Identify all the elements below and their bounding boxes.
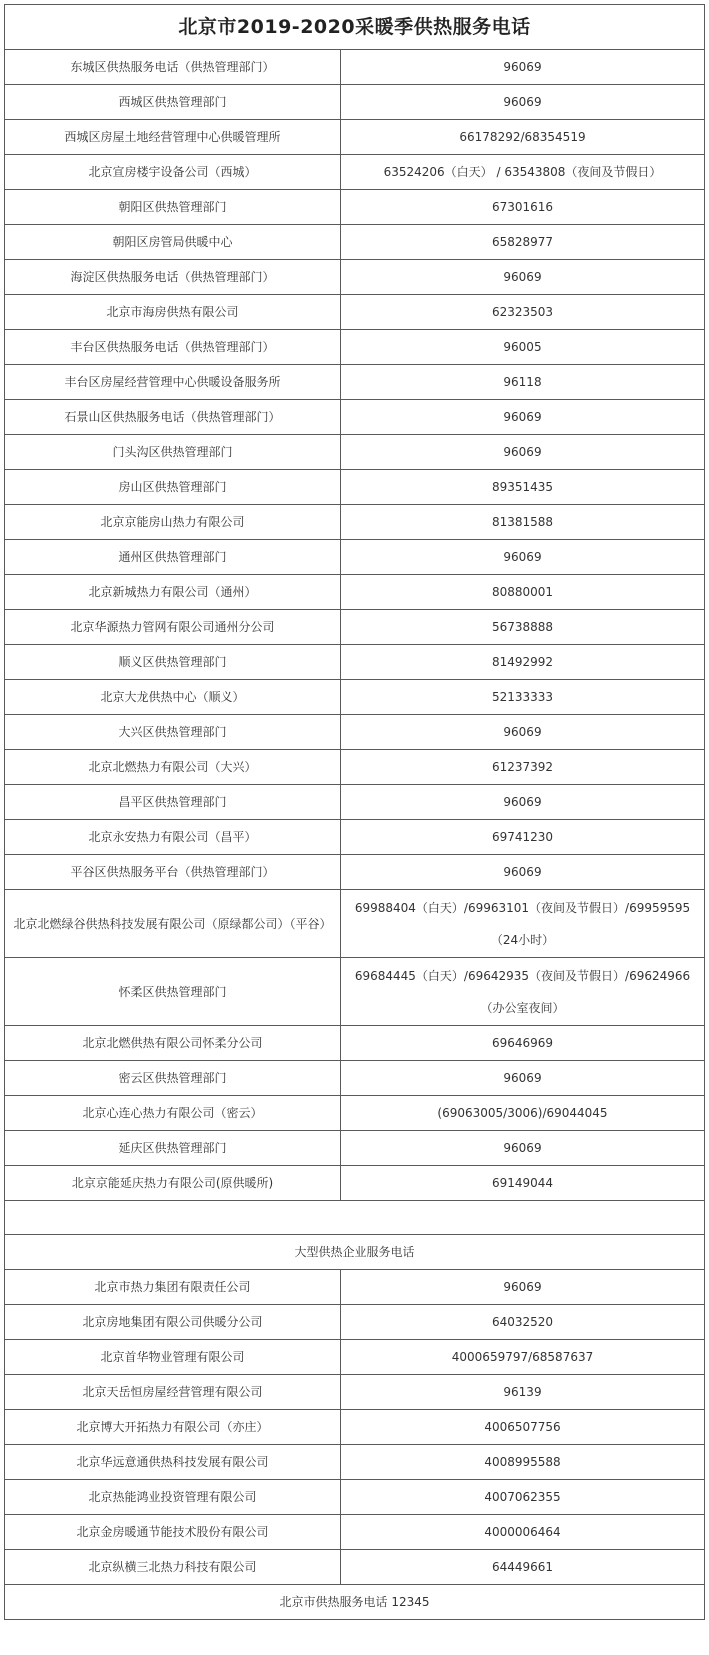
enterprise-row bbox=[5, 1305, 705, 1340]
district-row bbox=[5, 540, 705, 575]
phone-number: 69741230 bbox=[341, 820, 705, 855]
district-row bbox=[5, 295, 705, 330]
table-body bbox=[5, 5, 705, 1620]
enterprise-row bbox=[5, 1515, 705, 1550]
phone-number: 52133333 bbox=[341, 680, 705, 715]
district-row bbox=[5, 715, 705, 750]
footer-row bbox=[5, 1585, 705, 1620]
organization-name: 北京心连心热力有限公司（密云） bbox=[5, 1096, 341, 1131]
phone-number: 4008995588 bbox=[341, 1445, 705, 1480]
organization-name: 丰台区房屋经营管理中心供暖设备服务所 bbox=[5, 365, 341, 400]
district-row bbox=[5, 225, 705, 260]
organization-name: 朝阳区供热管理部门 bbox=[5, 190, 341, 225]
district-row bbox=[5, 1096, 705, 1131]
organization-name: 北京京能房山热力有限公司 bbox=[5, 505, 341, 540]
phone-number: 69646969 bbox=[341, 1026, 705, 1061]
phone-number: 96069 bbox=[341, 400, 705, 435]
phone-number: 4007062355 bbox=[341, 1480, 705, 1515]
phone-number: 96069 bbox=[341, 540, 705, 575]
phone-number: 69149044 bbox=[341, 1166, 705, 1201]
phone-number: 96069 bbox=[341, 855, 705, 890]
organization-name: 北京京能延庆热力有限公司(原供暖所) bbox=[5, 1166, 341, 1201]
organization-name: 北京市海房供热有限公司 bbox=[5, 295, 341, 330]
organization-name: 北京永安热力有限公司（昌平） bbox=[5, 820, 341, 855]
district-row bbox=[5, 680, 705, 715]
organization-name: 北京新城热力有限公司（通州） bbox=[5, 575, 341, 610]
phone-number: 89351435 bbox=[341, 470, 705, 505]
page-title: 北京市2019-2020采暖季供热服务电话 bbox=[5, 5, 705, 50]
organization-name: 北京华源热力管网有限公司通州分公司 bbox=[5, 610, 341, 645]
enterprise-row bbox=[5, 1480, 705, 1515]
district-row bbox=[5, 610, 705, 645]
district-row bbox=[5, 1026, 705, 1061]
district-row bbox=[5, 820, 705, 855]
phone-number: 69988404（白天）/69963101（夜间及节假日）/69959595（24小时） bbox=[341, 890, 705, 958]
phone-number: 65828977 bbox=[341, 225, 705, 260]
district-row bbox=[5, 365, 705, 400]
organization-name: 北京北燃热力有限公司（大兴） bbox=[5, 750, 341, 785]
phone-number: (69063005/3006)/69044045 bbox=[341, 1096, 705, 1131]
organization-name: 北京首华物业管理有限公司 bbox=[5, 1340, 341, 1375]
district-row bbox=[5, 505, 705, 540]
district-row bbox=[5, 260, 705, 295]
organization-name: 房山区供热管理部门 bbox=[5, 470, 341, 505]
organization-name: 大兴区供热管理部门 bbox=[5, 715, 341, 750]
phone-number: 81492992 bbox=[341, 645, 705, 680]
district-row bbox=[5, 645, 705, 680]
phone-number: 66178292/68354519 bbox=[341, 120, 705, 155]
district-row bbox=[5, 50, 705, 85]
organization-name: 北京北燃供热有限公司怀柔分公司 bbox=[5, 1026, 341, 1061]
district-row bbox=[5, 890, 705, 958]
district-row bbox=[5, 958, 705, 1026]
phone-number: 96069 bbox=[341, 785, 705, 820]
phone-number: 61237392 bbox=[341, 750, 705, 785]
title-row bbox=[5, 5, 705, 50]
phone-number: 96069 bbox=[341, 50, 705, 85]
organization-name: 北京天岳恒房屋经营管理有限公司 bbox=[5, 1375, 341, 1410]
organization-name: 丰台区供热服务电话（供热管理部门） bbox=[5, 330, 341, 365]
district-row bbox=[5, 155, 705, 190]
phone-number: 64449661 bbox=[341, 1550, 705, 1585]
enterprise-row bbox=[5, 1270, 705, 1305]
phone-number: 96118 bbox=[341, 365, 705, 400]
phone-number: 4000659797/68587637 bbox=[341, 1340, 705, 1375]
phone-number: 63524206（白天） / 63543808（夜间及节假日） bbox=[341, 155, 705, 190]
section-heading-row bbox=[5, 1235, 705, 1270]
organization-name: 北京纵横三北热力科技有限公司 bbox=[5, 1550, 341, 1585]
organization-name: 门头沟区供热管理部门 bbox=[5, 435, 341, 470]
district-row bbox=[5, 575, 705, 610]
organization-name: 北京大龙供热中心（顺义） bbox=[5, 680, 341, 715]
phone-number: 96069 bbox=[341, 435, 705, 470]
phone-number: 62323503 bbox=[341, 295, 705, 330]
organization-name: 北京市热力集团有限责任公司 bbox=[5, 1270, 341, 1305]
organization-name: 怀柔区供热管理部门 bbox=[5, 958, 341, 1026]
section-heading: 大型供热企业服务电话 bbox=[5, 1235, 705, 1270]
phone-number: 96069 bbox=[341, 1131, 705, 1166]
city-hotline: 北京市供热服务电话 12345 bbox=[5, 1585, 705, 1620]
spacer-row bbox=[5, 1201, 705, 1235]
spacer-cell bbox=[5, 1201, 705, 1235]
phone-number: 96069 bbox=[341, 260, 705, 295]
phone-number: 64032520 bbox=[341, 1305, 705, 1340]
organization-name: 北京宣房楼宇设备公司（西城） bbox=[5, 155, 341, 190]
organization-name: 石景山区供热服务电话（供热管理部门） bbox=[5, 400, 341, 435]
district-row bbox=[5, 120, 705, 155]
organization-name: 北京金房暖通节能技术股份有限公司 bbox=[5, 1515, 341, 1550]
phone-number: 96069 bbox=[341, 1061, 705, 1096]
organization-name: 顺义区供热管理部门 bbox=[5, 645, 341, 680]
organization-name: 北京博大开拓热力有限公司（亦庄） bbox=[5, 1410, 341, 1445]
phone-number: 81381588 bbox=[341, 505, 705, 540]
organization-name: 东城区供热服务电话（供热管理部门） bbox=[5, 50, 341, 85]
district-row bbox=[5, 190, 705, 225]
organization-name: 通州区供热管理部门 bbox=[5, 540, 341, 575]
phone-number: 4000006464 bbox=[341, 1515, 705, 1550]
district-row bbox=[5, 470, 705, 505]
organization-name: 北京华远意通供热科技发展有限公司 bbox=[5, 1445, 341, 1480]
district-row bbox=[5, 1061, 705, 1096]
district-row bbox=[5, 435, 705, 470]
phone-number: 69684445（白天）/69642935（夜间及节假日）/69624966（办公室夜间） bbox=[341, 958, 705, 1026]
district-row bbox=[5, 85, 705, 120]
phone-number: 96139 bbox=[341, 1375, 705, 1410]
organization-name: 海淀区供热服务电话（供热管理部门） bbox=[5, 260, 341, 295]
phone-number: 96069 bbox=[341, 1270, 705, 1305]
organization-name: 朝阳区房管局供暖中心 bbox=[5, 225, 341, 260]
enterprise-row bbox=[5, 1445, 705, 1480]
phone-number: 67301616 bbox=[341, 190, 705, 225]
organization-name: 延庆区供热管理部门 bbox=[5, 1131, 341, 1166]
heating-phone-table bbox=[4, 4, 705, 1620]
district-row bbox=[5, 1131, 705, 1166]
district-row bbox=[5, 855, 705, 890]
organization-name: 北京热能鸿业投资管理有限公司 bbox=[5, 1480, 341, 1515]
district-row bbox=[5, 750, 705, 785]
organization-name: 密云区供热管理部门 bbox=[5, 1061, 341, 1096]
phone-number: 56738888 bbox=[341, 610, 705, 645]
enterprise-row bbox=[5, 1375, 705, 1410]
phone-number: 4006507756 bbox=[341, 1410, 705, 1445]
enterprise-row bbox=[5, 1340, 705, 1375]
phone-number: 80880001 bbox=[341, 575, 705, 610]
organization-name: 西城区房屋土地经营管理中心供暖管理所 bbox=[5, 120, 341, 155]
district-row bbox=[5, 785, 705, 820]
district-row bbox=[5, 1166, 705, 1201]
phone-number: 96069 bbox=[341, 715, 705, 750]
phone-number: 96005 bbox=[341, 330, 705, 365]
phone-number: 96069 bbox=[341, 85, 705, 120]
organization-name: 北京北燃绿谷供热科技发展有限公司（原绿都公司）（平谷） bbox=[5, 890, 341, 958]
organization-name: 平谷区供热服务平台（供热管理部门） bbox=[5, 855, 341, 890]
enterprise-row bbox=[5, 1410, 705, 1445]
organization-name: 昌平区供热管理部门 bbox=[5, 785, 341, 820]
district-row bbox=[5, 400, 705, 435]
organization-name: 北京房地集团有限公司供暖分公司 bbox=[5, 1305, 341, 1340]
organization-name: 西城区供热管理部门 bbox=[5, 85, 341, 120]
district-row bbox=[5, 330, 705, 365]
enterprise-row bbox=[5, 1550, 705, 1585]
